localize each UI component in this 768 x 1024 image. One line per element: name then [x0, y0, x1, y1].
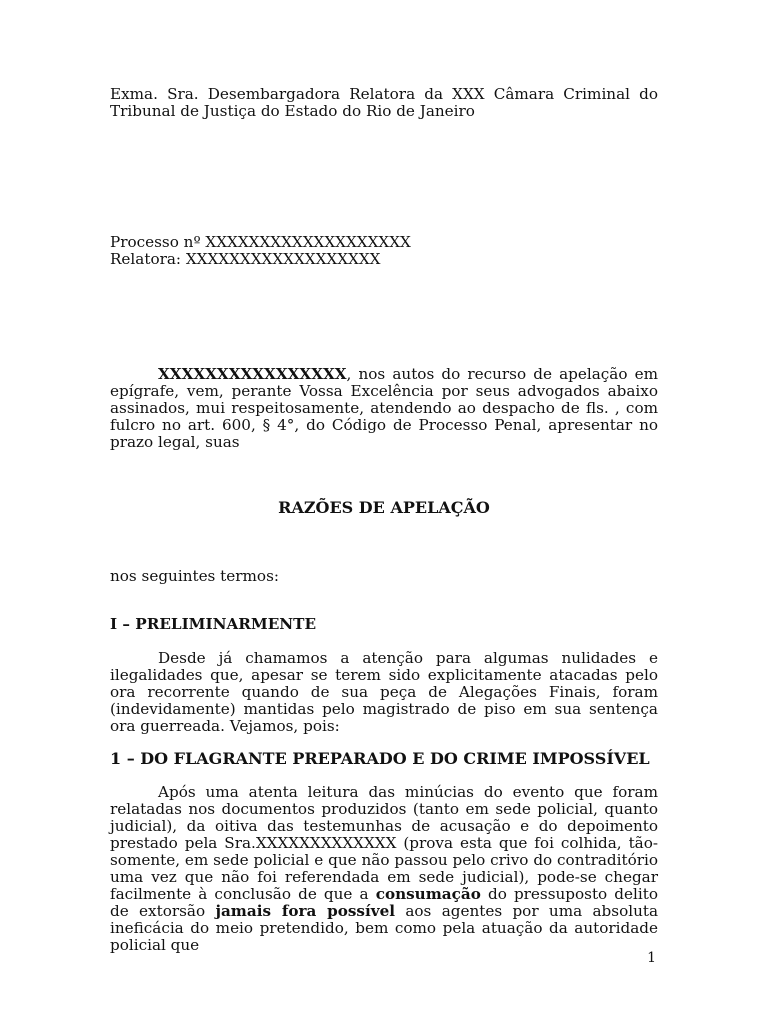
- relatora-name: Relatora: XXXXXXXXXXXXXXXXXX: [110, 250, 381, 268]
- addressee-line-1: Exma. Sra. Desembargadora Relatora da XXX Câmara Criminal do: [110, 85, 658, 103]
- flagrante-bold-consumacao: consumação: [375, 885, 481, 903]
- flagrante-text-1: Após uma atenta leitura das minúcias do evento que foram relatadas nos documentos produzidos (tanto em sede policial, quanto judicial), da oitiva das testemunhas de acusação e do depoimento prestado pela Sra.XXXXXXXXXXXXX (prova esta que foi colhida, tão-somente, em sede policial e que não passou pelo crivo do contraditório uma vez que não foi referendada em sede judicial), pode-se chegar facilmente à conclusão de que a: [110, 783, 658, 903]
- terms-line: nos seguintes termos:: [110, 567, 279, 585]
- processo-number: Processo nº XXXXXXXXXXXXXXXXXXX: [110, 233, 411, 251]
- flagrante-text-3: aos agentes por uma absoluta ineficácia do meio pretendido, bem como pela atuação da autoridade policial que: [110, 902, 659, 954]
- flagrante-paragraph: [110, 784, 658, 954]
- party-name: XXXXXXXXXXXXXXXX: [158, 365, 347, 383]
- intro-text: , nos autos do recurso de apelação em epígrafe, vem, perante Vossa Excelência por seus advogados abaixo assinados, mui respeitosamente, atendendo ao despacho de fls. , com fulcro no art. 600, § 4°, do Código de Processo Penal, apresentar no prazo legal, suas: [110, 365, 658, 451]
- case-info-block: [110, 234, 658, 268]
- addressee-block: [110, 86, 658, 120]
- flagrante-bold-jamais: jamais fora possível: [215, 902, 396, 920]
- section-heading-flagrante: 1 – DO FLAGRANTE PREPARADO E DO CRIME IMPOSSÍVEL: [110, 749, 650, 768]
- page-number: 1: [647, 950, 656, 966]
- intro-paragraph: [110, 366, 658, 451]
- addressee-line-2: Tribunal de Justiça do Estado do Rio de Janeiro: [110, 102, 475, 120]
- document-title: RAZÕES DE APELAÇÃO: [278, 498, 490, 517]
- flagrante-text-2: do pressuposto delito de extorsão: [110, 885, 658, 920]
- section-heading-preliminarmente: I – PRELIMINARMENTE: [110, 615, 317, 633]
- preliminarmente-paragraph: Desde já chamamos a atenção para algumas nulidades e ilegalidades que, apesar se terem sido explicitamente atacadas pelo ora recorrente quando de sua peça de Alegações Finais, foram (indevidamente) mantidas pelo magistrado de piso em sua sentença ora guerreada. Vejamos, pois:: [110, 649, 658, 735]
